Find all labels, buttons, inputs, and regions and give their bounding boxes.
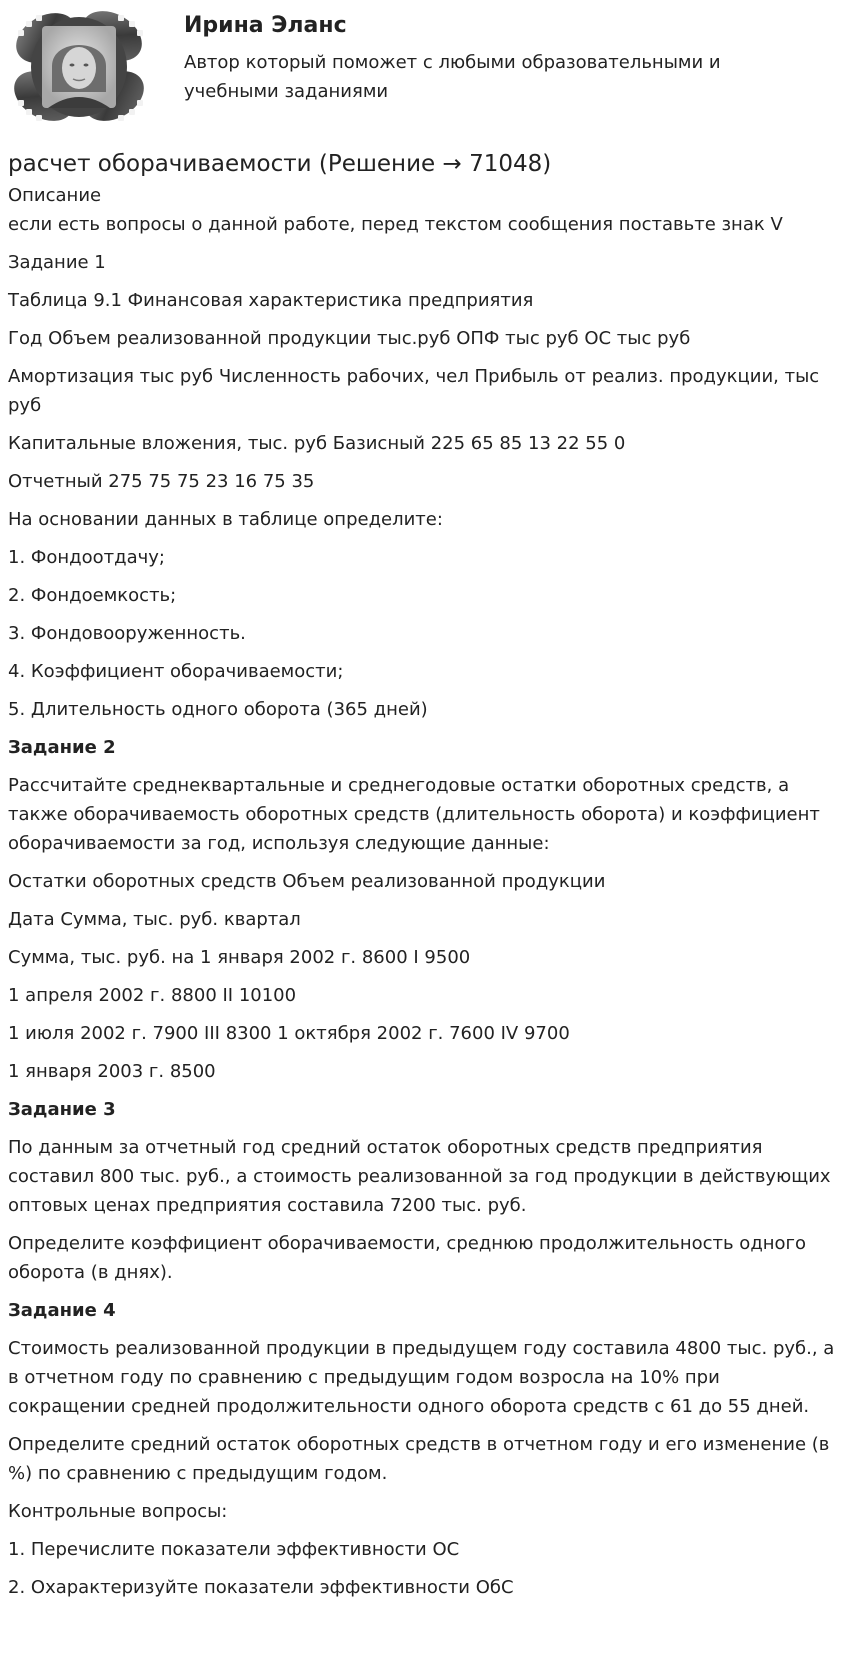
list-item: 4. Коэффициент оборачиваемости;	[8, 661, 344, 682]
list-item: 3. Фондовооруженность.	[8, 623, 246, 644]
description-label: Описание	[8, 185, 102, 206]
paragraph: Таблица 9.1 Финансовая характеристика предприятия	[8, 290, 534, 311]
paragraph: Контрольные вопросы:	[8, 1501, 228, 1522]
paragraph: Капитальные вложения, тыс. руб Базисный 225 65 85 13 22 55 0	[8, 433, 626, 454]
paragraph: Стоимость реализованной продукции в предыдущем году составила 4800 тыс. руб., а в отчетном году по сравнению с предыдущим годом возросла на 10% при сокращении средней продолжительности одного оборота средств с 61 до 55 дней.	[8, 1338, 835, 1417]
task-content	[8, 210, 839, 1602]
paragraph: Год Объем реализованной продукции тыс.руб ОПФ тыс руб ОС тыс руб	[8, 328, 691, 349]
paragraph: если есть вопросы о данной работе, перед текстом сообщения поставьте знак V	[8, 214, 783, 235]
author-name: Ирина Эланс	[184, 13, 347, 38]
paragraph: Задание 1	[8, 252, 106, 273]
author-avatar	[8, 8, 150, 126]
paragraph: Отчетный 275 75 75 23 16 75 35	[8, 471, 315, 492]
paragraph: Дата Сумма, тыс. руб. квартал	[8, 909, 301, 930]
paragraph: Определите коэффициент оборачиваемости, среднюю продолжительность одного оборота (в днях).	[8, 1233, 807, 1283]
paragraph: По данным за отчетный год средний остаток оборотных средств предприятия составил 800 тыс. руб., а стоимость реализованной за год продукции в действующих оптовых ценах предприятия составила 7200 тыс. руб.	[8, 1137, 831, 1216]
paragraph: Остатки оборотных средств Объем реализованной продукции	[8, 871, 606, 892]
paragraph: Рассчитайте среднеквартальные и среднегодовые остатки оборотных средств, а также оборачиваемость оборотных средств (длительность оборота) и коэффициент оборачиваемости за год, используя следующие данные:	[8, 775, 820, 854]
paragraph: 1 июля 2002 г. 7900 III 8300 1 октября 2002 г. 7600 IV 9700	[8, 1023, 570, 1044]
author-description: Автор который поможет с любыми образовательными и учебными заданиями	[184, 52, 721, 102]
paragraph: Сумма, тыс. руб. на 1 января 2002 г. 8600 I 9500	[8, 947, 471, 968]
section-heading: Задание 4	[8, 1300, 116, 1321]
list-item: 1. Перечислите показатели эффективности ОС	[8, 1539, 460, 1560]
section-heading: Задание 2	[8, 737, 116, 758]
paragraph: Определите средний остаток оборотных средств в отчетном году и его изменение (в %) по сравнению с предыдущим годом.	[8, 1434, 830, 1484]
paragraph: 1 января 2003 г. 8500	[8, 1061, 216, 1082]
list-item: 2. Охарактеризуйте показатели эффективности ОбС	[8, 1577, 514, 1598]
author-block	[0, 0, 847, 128]
paragraph: Амортизация тыс руб Численность рабочих, чел Прибыль от реализ. продукции, тыс руб	[8, 366, 820, 416]
page-title: расчет оборачиваемости (Решение → 71048)	[8, 151, 552, 177]
paragraph: 1 апреля 2002 г. 8800 II 10100	[8, 985, 297, 1006]
list-item: 1. Фондоотдачу;	[8, 547, 165, 568]
list-item: 5. Длительность одного оборота (365 дней)	[8, 699, 428, 720]
paragraph: На основании данных в таблице определите:	[8, 509, 443, 530]
section-heading: Задание 3	[8, 1099, 116, 1120]
list-item: 2. Фондоемкость;	[8, 585, 177, 606]
